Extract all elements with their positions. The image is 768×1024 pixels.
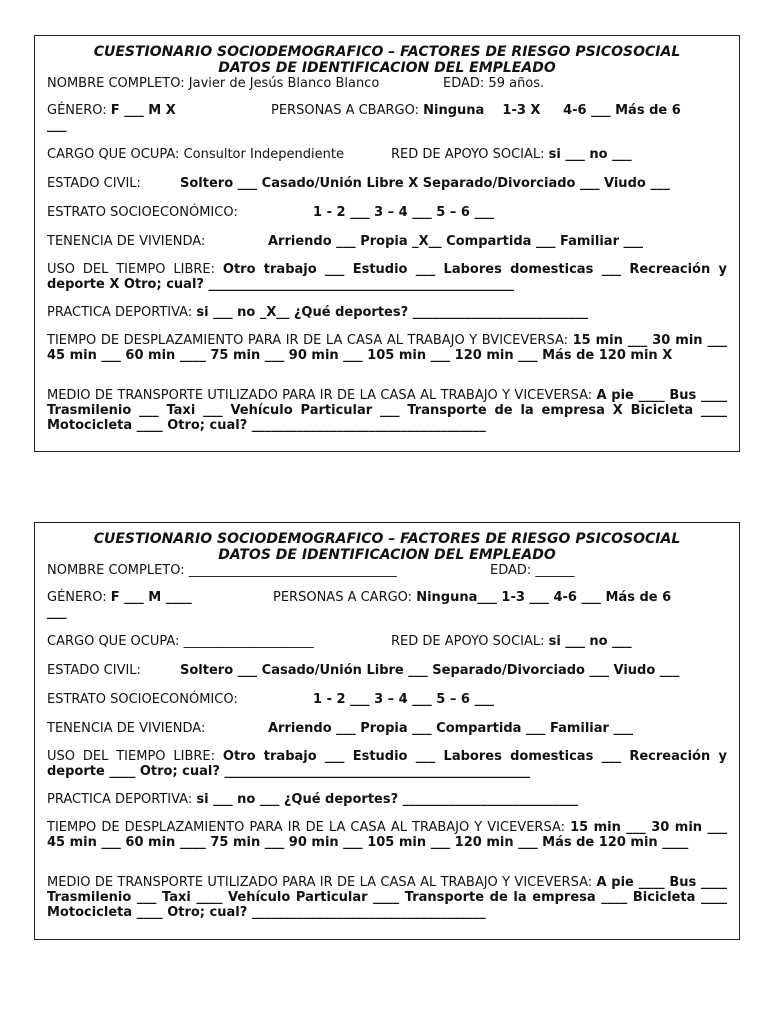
tiempo-row — [47, 820, 727, 865]
tiempo-value: 15 min ___ 30 min ___ 45 min ___ 60 min ____ 75 min ___ 90 min ___ 105 min ___ 120 min ___ Más de 120 min X — [47, 333, 727, 363]
form-subtitle: DATOS DE IDENTIFICACION DEL EMPLEADO — [218, 60, 556, 76]
tiempo-label: TIEMPO DE DESPLAZAMIENTO PARA IR DE LA CASA AL TRABAJO Y BVICEVERSA: — [47, 333, 568, 348]
personas-label: PERSONAS A CBARGO: — [271, 103, 419, 118]
estrato-row — [47, 692, 727, 707]
gender-row-wrap — [47, 118, 727, 133]
deporte-row — [47, 305, 727, 320]
libre-label: USO DEL TIEMPO LIBRE: — [47, 262, 216, 277]
estrato-value: 1 - 2 ___ 3 – 4 ___ 5 – 6 ___ — [313, 692, 494, 707]
questionnaire-filled — [34, 35, 740, 452]
gender-row — [47, 103, 727, 118]
gender-row-wrap — [47, 605, 727, 620]
libre-value: Otro trabajo ___ Estudio ___ Labores domesticas ___ Recreación y deporte X Otro; cual? _______________________________________________ — [47, 262, 727, 292]
transporte-value: A pie ____ Bus ____ Trasmilenio ___ Taxi ____ Vehículo Particular ____ Transporte de la empresa ____ Bicicleta ____ Motocicleta ____ Otro; cual? ____________________________________ — [47, 875, 727, 920]
genero-label: GÉNERO: — [47, 590, 107, 605]
red-value: si ___ no ___ — [548, 634, 632, 649]
libre-label: USO DEL TIEMPO LIBRE: — [47, 749, 216, 764]
genero-value: F ___ M X — [110, 103, 176, 118]
red-label: RED DE APOYO SOCIAL: — [391, 634, 545, 649]
vivienda-value: Arriendo ___ Propia ___ Compartida ___ Familiar ___ — [268, 721, 633, 736]
deporte-value: si ___ no _X__ ¿Qué deportes? ___________________________ — [196, 305, 589, 320]
civil-row — [47, 176, 727, 191]
civil-label: ESTADO CIVIL: — [47, 663, 141, 678]
name-row — [47, 76, 727, 96]
edad-value: ______ — [535, 563, 575, 578]
cargo-value: Consultor Independiente — [183, 147, 344, 162]
transporte-row — [47, 388, 727, 433]
vivienda-row — [47, 234, 727, 249]
personas-wrap: ___ — [47, 605, 67, 620]
gender-row — [47, 590, 727, 605]
libre-value: Otro trabajo ___ Estudio ___ Labores domesticas ___ Recreación y deporte ____ Otro; cual? _______________________________________________ — [47, 749, 727, 779]
questionnaire-blank — [34, 522, 740, 940]
nombre-label: NOMBRE COMPLETO: — [47, 563, 185, 578]
cargo-row — [47, 147, 727, 162]
deporte-value: si ___ no ___ ¿Qué deportes? ___________________________ — [196, 792, 579, 807]
red-value: si ___ no ___ — [548, 147, 632, 162]
vivienda-value: Arriendo ___ Propia _X__ Compartida ___ Familiar ___ — [268, 234, 644, 249]
cargo-label: CARGO QUE OCUPA: — [47, 147, 180, 162]
tiempo-row — [47, 333, 727, 378]
name-row — [47, 563, 727, 583]
edad-label: EDAD: — [490, 563, 532, 578]
form-title: CUESTIONARIO SOCIODEMOGRAFICO – FACTORES DE RIESGO PSICOSOCIAL — [93, 531, 681, 547]
transporte-row — [47, 875, 727, 920]
transporte-label: MEDIO DE TRANSPORTE UTILIZADO PARA IR DE LA CASA AL TRABAJO Y VICEVERSA: — [47, 388, 593, 403]
deporte-label: PRACTICA DEPORTIVA: — [47, 792, 193, 807]
nombre-value: ________________________________ — [188, 563, 397, 578]
personas-label: PERSONAS A CARGO: — [273, 590, 413, 605]
nombre-label: NOMBRE COMPLETO: — [47, 76, 185, 91]
transporte-label: MEDIO DE TRANSPORTE UTILIZADO PARA IR DE LA CASA AL TRABAJO Y VICEVERSA: — [47, 875, 593, 890]
genero-value: F ___ M ____ — [110, 590, 192, 605]
libre-row — [47, 262, 727, 292]
tiempo-label: TIEMPO DE DESPLAZAMIENTO PARA IR DE LA CASA AL TRABAJO Y VICEVERSA: — [47, 820, 565, 835]
tiempo-value: 15 min ___ 30 min ___ 45 min ___ 60 min ____ 75 min ___ 90 min ___ 105 min ___ 120 min ___ Más de 120 min ____ — [47, 820, 728, 850]
transporte-value: A pie ____ Bus ____ Trasmilenio ___ Taxi ___ Vehículo Particular ___ Transporte de la empresa X Bicicleta ____ Motocicleta ____ Otro; cual? ____________________________________ — [47, 388, 727, 433]
deporte-label: PRACTICA DEPORTIVA: — [47, 305, 193, 320]
genero-label: GÉNERO: — [47, 103, 107, 118]
cargo-row — [47, 634, 727, 649]
red-label: RED DE APOYO SOCIAL: — [391, 147, 545, 162]
libre-row — [47, 749, 727, 779]
form-title: CUESTIONARIO SOCIODEMOGRAFICO – FACTORES DE RIESGO PSICOSOCIAL — [93, 44, 681, 60]
civil-value: Soltero ___ Casado/Unión Libre X Separado/Divorciado ___ Viudo ___ — [180, 176, 670, 191]
civil-value: Soltero ___ Casado/Unión Libre ___ Separado/Divorciado ___ Viudo ___ — [180, 663, 680, 678]
vivienda-row — [47, 721, 727, 736]
estrato-value: 1 - 2 ___ 3 – 4 ___ 5 – 6 ___ — [313, 205, 494, 220]
personas-wrap: ___ — [47, 118, 67, 133]
cargo-value: ____________________ — [183, 634, 314, 649]
estrato-row — [47, 205, 727, 220]
personas-value: Ninguna___ 1-3 ___ 4-6 ___ Más de 6 — [416, 590, 672, 605]
cargo-label: CARGO QUE OCUPA: — [47, 634, 180, 649]
civil-label: ESTADO CIVIL: — [47, 176, 141, 191]
estrato-label: ESTRATO SOCIOECONÓMICO: — [47, 205, 238, 220]
nombre-value: Javier de Jesús Blanco Blanco — [188, 76, 380, 91]
civil-row — [47, 663, 727, 678]
form-subtitle: DATOS DE IDENTIFICACION DEL EMPLEADO — [218, 547, 556, 563]
edad-value: 59 años. — [488, 76, 545, 91]
vivienda-label: TENENCIA DE VIVIENDA: — [47, 721, 206, 736]
personas-value: Ninguna 1-3 X 4-6 ___ Más de 6 — [423, 103, 681, 118]
estrato-label: ESTRATO SOCIOECONÓMICO: — [47, 692, 238, 707]
edad-label: EDAD: — [443, 76, 485, 91]
deporte-row — [47, 792, 727, 807]
vivienda-label: TENENCIA DE VIVIENDA: — [47, 234, 206, 249]
